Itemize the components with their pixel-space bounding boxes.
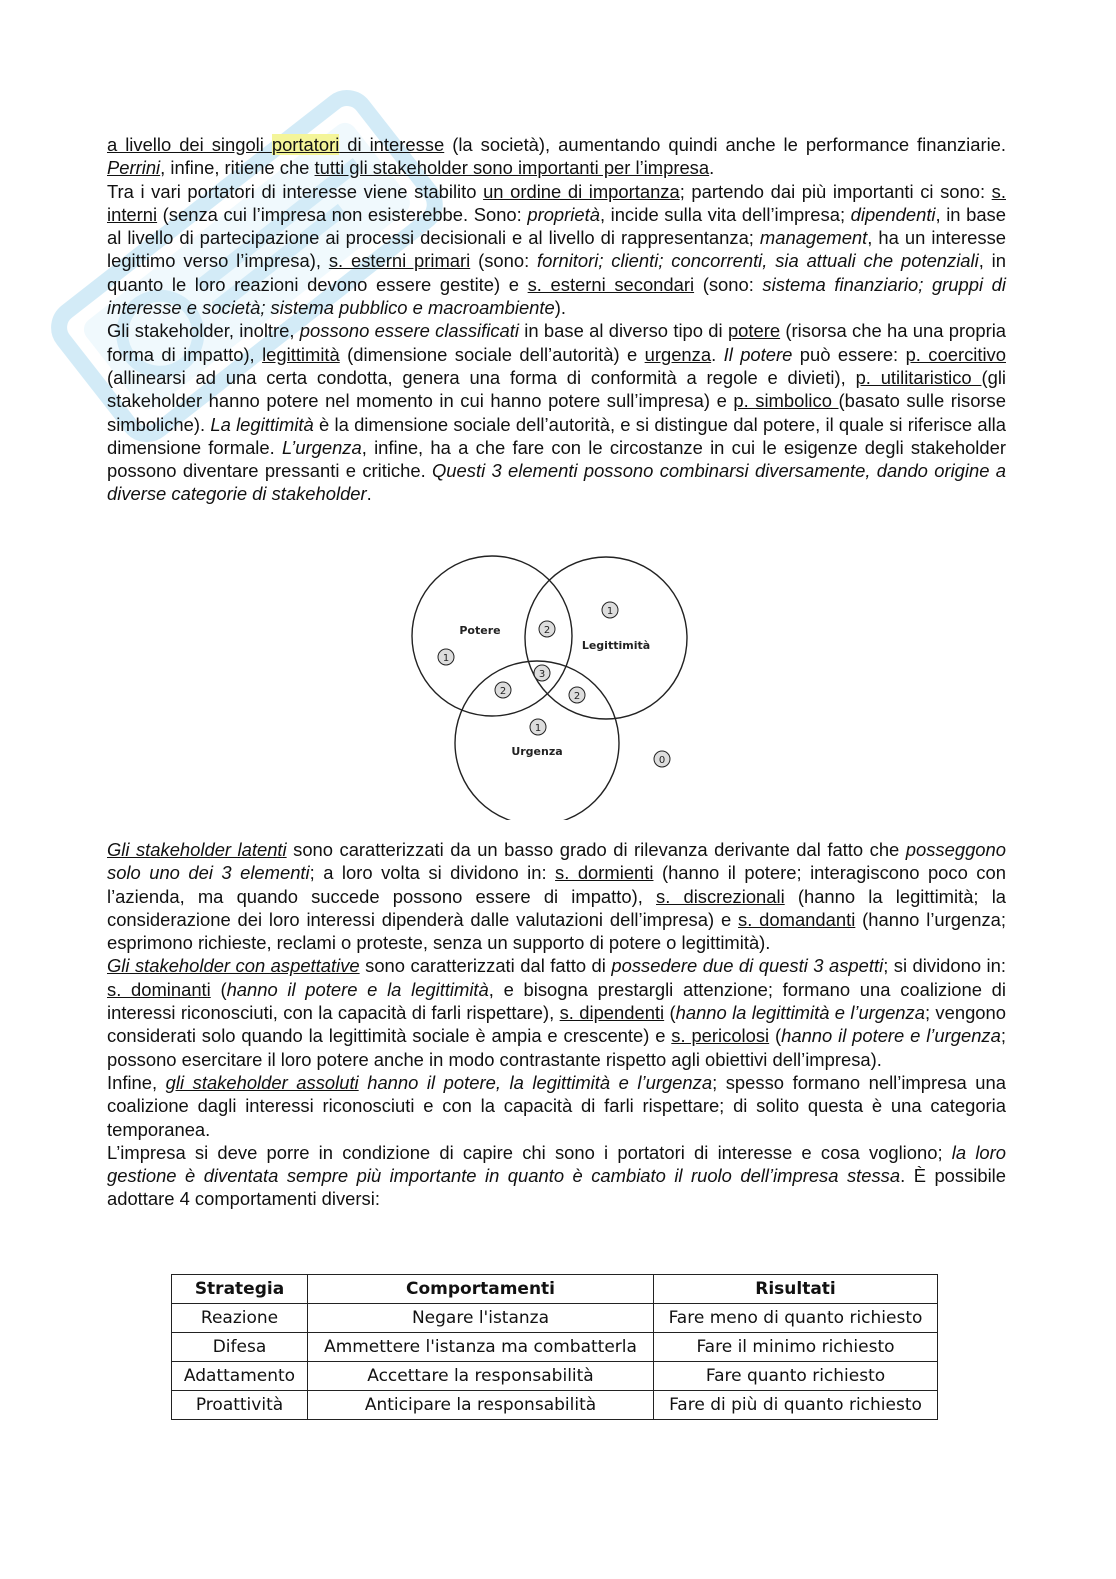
table-row [172, 1391, 938, 1420]
svg-text:0: 0 [658, 755, 666, 766]
table-cell: Anticipare la responsabilità [308, 1391, 654, 1420]
paragraph-classify: Gli stakeholder, inoltre, possono essere classificati in base al diverso tipo di potere (risorsa che ha una propria forma di impatto), legittimità (dimensione sociale dell’autorità) e urgenza. Il potere può essere: p. coercitivo (allinearsi ad una certa condotta, genera una forma di conformità a regole e divieti), p. utilitaristico (gli stakeholder hanno potere nel momento in cui hanno potere sull’impresa) e p. simbolico (basato sulle risorse simboliche). La legittimità è la dimensione sociale dell’autorità, e si distingue dal potere, il quale si riferisce alla dimensione formale. L’urgenza, infine, ha a che fare con le circostanze in cui le esigenze degli stakeholder possono diventare pressanti e critiche. Questi 3 elementi possono combinarsi diversamente, dando origine a diverse categorie di stakeholder. [107, 320, 1007, 505]
svg-text:2: 2 [573, 691, 581, 702]
table-row [172, 1304, 938, 1333]
table-cell: Reazione [172, 1304, 308, 1333]
badge-none [654, 751, 670, 767]
column-header: Risultati [654, 1275, 938, 1304]
svg-text:3: 3 [538, 669, 546, 680]
badge-legittimita-only [602, 602, 618, 618]
paragraph-latenti: Gli stakeholder latenti sono caratterizzati da un basso grado di rilevanza derivante dal fatto che posseggono solo uno dei 3 elementi; a loro volta si dividono in: s. dormienti (hanno il potere; interagiscono poco con l’azienda, ma quando succede possono essere di impatto), s. discrezionali (hanno la legittimità; la considerazione dei loro interessi dipenderà dalle valutazioni dell’impresa) e s. domandanti (hanno l’urgenza; esprimono richieste, reclami o proteste, senza un supporto di potere o legittimità). [107, 839, 1007, 954]
paragraph-assoluti: Infine, gli stakeholder assoluti hanno il potere, la legittimità e l’urgenza; spesso formano nell’impresa una coalizione dagli interessi riconosciuti e con la capacità di farli rispettare; di solito questa è una categoria temporanea. [107, 1071, 1006, 1140]
label-urgenza: Urgenza [511, 745, 563, 758]
table-row [172, 1362, 938, 1391]
table-cell: Fare di più di quanto richiesto [654, 1391, 938, 1420]
paragraph-intro: a livello dei singoli portatori di interesse (la società), aumentando quindi anche le performance finanziarie. Perrini, infine, ritiene che tutti gli stakeholder sono importanti per l’impresa. [107, 134, 1006, 179]
circle-urgenza [455, 661, 619, 820]
column-header: Comportamenti [308, 1275, 654, 1304]
svg-text:1: 1 [534, 723, 542, 734]
label-legittimita: Legittimità [581, 639, 651, 652]
svg-text:1: 1 [442, 653, 450, 664]
column-header: Strategia [172, 1275, 308, 1304]
svg-text:2: 2 [499, 686, 507, 697]
table-cell: Fare meno di quanto richiesto [654, 1304, 938, 1333]
table-cell: Negare l'istanza [308, 1304, 654, 1333]
strategy-table [171, 1274, 938, 1420]
text-block-top [107, 133, 1006, 506]
paragraph-order: Tra i vari portatori di interesse viene stabilito un ordine di importanza; partendo dai più importanti ci sono: s. interni (senza cui l’impresa non esisterebbe. Sono: proprietà, incide sulla vita dell’impresa; dipendenti, in base al livello di partecipazione ai processi decisionali e al livello di rappresentanza; management, ha un interesse legittimo verso l’impresa), s. esterni primari (sono: fornitori; clienti; concorrenti, sia attuali che potenziali, in quanto le loro reazioni devono essere gestite) e s. esterni secondari (sono: sistema finanziario; gruppi di interesse e società; sistema pubblico e macroambiente). [107, 180, 1006, 319]
table-header-row [172, 1275, 938, 1304]
badge-potere-urgenza [495, 682, 511, 698]
badge-potere-only [438, 649, 454, 665]
paragraph-aspettative: Gli stakeholder con aspettative sono caratterizzati dal fatto di possedere due di questi 3 aspetti; si dividono in: s. dominanti (hanno il potere e la legittimità, e bisogna prestargli attenzione; formano una coalizione di interessi riconosciuti, con la capacità di farli rispettare), s. dipendenti (hanno la legittimità e l’urgenza; vengono considerati solo quando la legittimità sociale è ampia e crescente) e s. pericolosi (hanno il potere e l’urgenza; possono esercitare il loro potere anche in modo contrastante rispetto agli obiettivi dell’impresa). [107, 955, 1006, 1070]
venn-diagram [395, 545, 725, 820]
badge-urgenza-only [530, 719, 546, 735]
table-cell: Adattamento [172, 1362, 308, 1391]
circle-legittimita [525, 557, 687, 719]
svg-text:1: 1 [606, 606, 614, 617]
paragraph-impresa: L’impresa si deve porre in condizione di capire chi sono i portatori di interesse e cosa vogliono; la loro gestione è diventata sempre più importante in quanto è cambiato il ruolo dell’impresa stessa. È possibile adottare 4 comportamenti diversi: [107, 1141, 1006, 1210]
table-row [172, 1333, 938, 1362]
label-potere: Potere [459, 624, 501, 637]
table-cell: Accettare la responsabilità [308, 1362, 654, 1391]
badge-legittimita-urgenza [569, 687, 585, 703]
text-block-bottom [107, 838, 1006, 1211]
table-cell: Fare il minimo richiesto [654, 1333, 938, 1362]
table-cell: Difesa [172, 1333, 308, 1362]
table-cell: Fare quanto richiesto [654, 1362, 938, 1391]
svg-text:2: 2 [543, 625, 551, 636]
table-cell: Proattività [172, 1391, 308, 1420]
badge-potere-legittimita [539, 621, 555, 637]
badge-all-three [534, 665, 550, 681]
table-cell: Ammettere l'istanza ma combatterla [308, 1333, 654, 1362]
